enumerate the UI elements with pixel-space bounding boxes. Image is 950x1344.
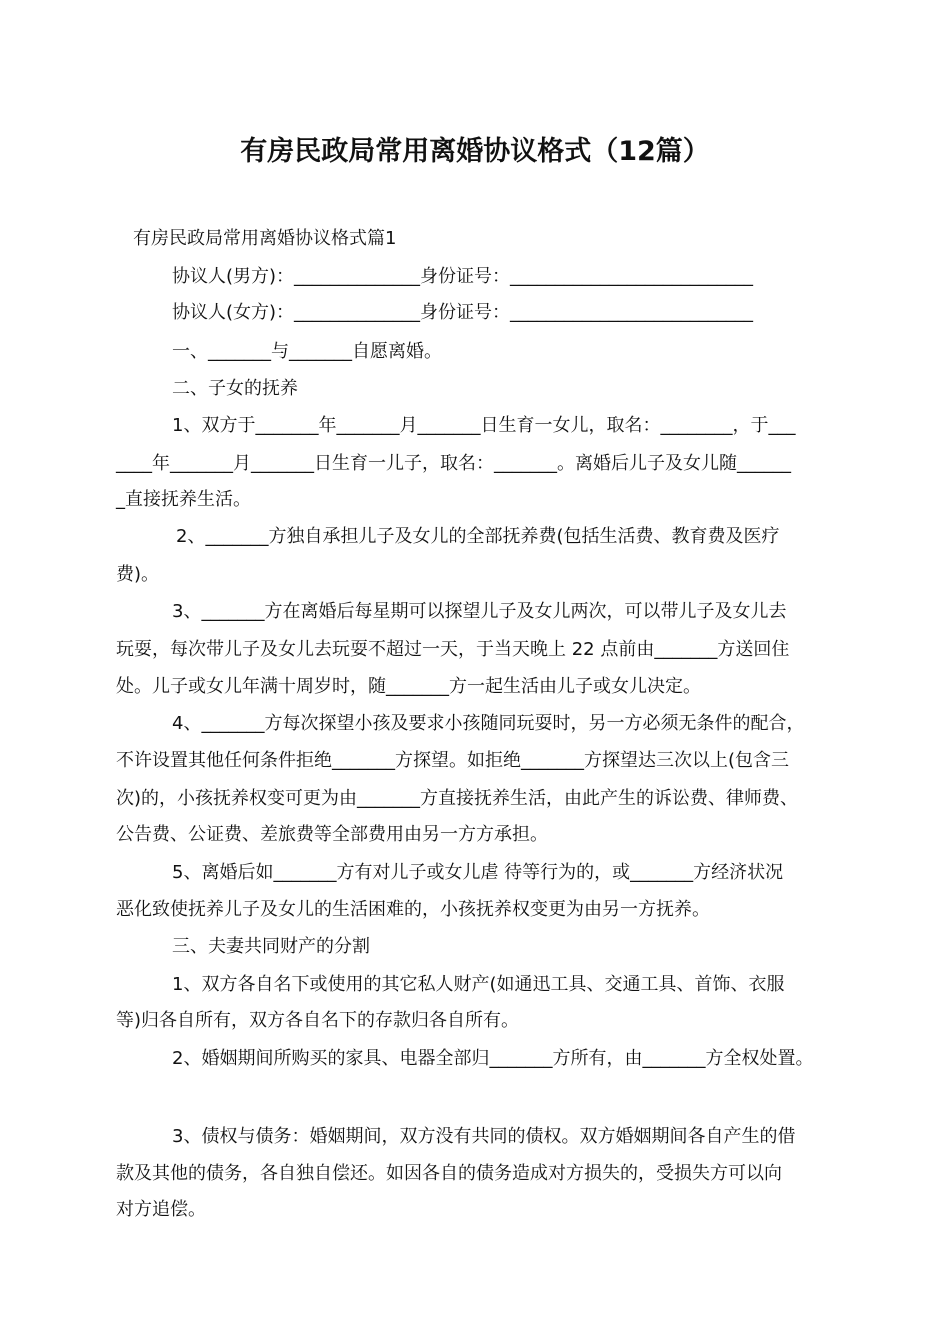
party-male-line: 协议人(男方)：______________身份证号：___________________________	[172, 266, 754, 287]
paragraph-line: ____年_______月_______日生育一儿子，取名：_______。离婚后儿子及女儿随______	[116, 453, 791, 474]
section-property-heading: 三、夫妻共同财产的分割	[172, 936, 370, 957]
party-female-line: 协议人(女方)：______________身份证号：___________________________	[172, 302, 754, 323]
paragraph-line: 不许设置其他任何条件拒绝_______方探望。如拒绝_______方探望达三次以上(包含三	[116, 750, 790, 771]
paragraph-line: 玩耍，每次带儿子及女儿去玩耍不超过一天，于当天晚上 22 点前由_______方送回住	[116, 639, 790, 660]
paragraph-line: 公告费、公证费、差旅费等全部费用由另一方方承担。	[116, 824, 548, 845]
paragraph-line: 2、_______方独自承担儿子及女儿的全部抚养费(包括生活费、教育费及医疗	[176, 526, 780, 547]
paragraph-line: 5、离婚后如_______方有对儿子或女儿虐 待等行为的，或_______方经济状况	[172, 862, 784, 883]
paragraph-line: 1、双方各自名下或使用的其它私人财产(如通迅工具、交通工具、首饰、衣服	[172, 974, 785, 995]
paragraph-line: 4、_______方每次探望小孩及要求小孩随同玩耍时，另一方必须无条件的配合，	[172, 713, 805, 734]
paragraph-line: 1、双方于_______年_______月_______日生育一女儿，取名：________，于___	[172, 415, 796, 436]
paragraph-line: 对方追偿。	[116, 1199, 206, 1220]
paragraph-line: 3、_______方在离婚后每星期可以探望儿子及女儿两次，可以带儿子及女儿去	[172, 601, 787, 622]
paragraph-line: 处。儿子或女儿年满十周岁时，随_______方一起生活由儿子或女儿决定。	[116, 676, 701, 697]
paragraph-line: 恶化致使抚养儿子及女儿的生活困难的，小孩抚养权变更为由另一方抚养。	[116, 899, 710, 920]
paragraph-line: 费)。	[116, 564, 160, 585]
document-title: 有房民政局常用离婚协议格式（12篇）	[240, 136, 710, 167]
paragraph-line: 3、债权与债务：婚姻期间，双方没有共同的债权。双方婚姻期间各自产生的借	[172, 1126, 796, 1147]
paragraph-line: 款及其他的债务，各自独自偿还。如因各自的债务造成对方损失的，受损失方可以向	[116, 1163, 782, 1184]
paragraph-line: 2、婚姻期间所购买的家具、电器全部归_______方所有，由_______方全权处置。	[172, 1048, 814, 1069]
paragraph-line: _直接抚养生活。	[116, 489, 251, 510]
paragraph-line: 等)归各自所有，双方各自名下的存款归各自所有。	[116, 1010, 520, 1031]
paragraph-line: 次)的，小孩抚养权变可更为由_______方直接抚养生活，由此产生的诉讼费、律师费、	[116, 788, 799, 809]
clause-voluntary-divorce: 一、_______与_______自愿离婚。	[172, 341, 442, 362]
section-heading: 有房民政局常用离婚协议格式篇1	[133, 228, 397, 249]
section-children-heading: 二、子女的抚养	[172, 378, 298, 399]
